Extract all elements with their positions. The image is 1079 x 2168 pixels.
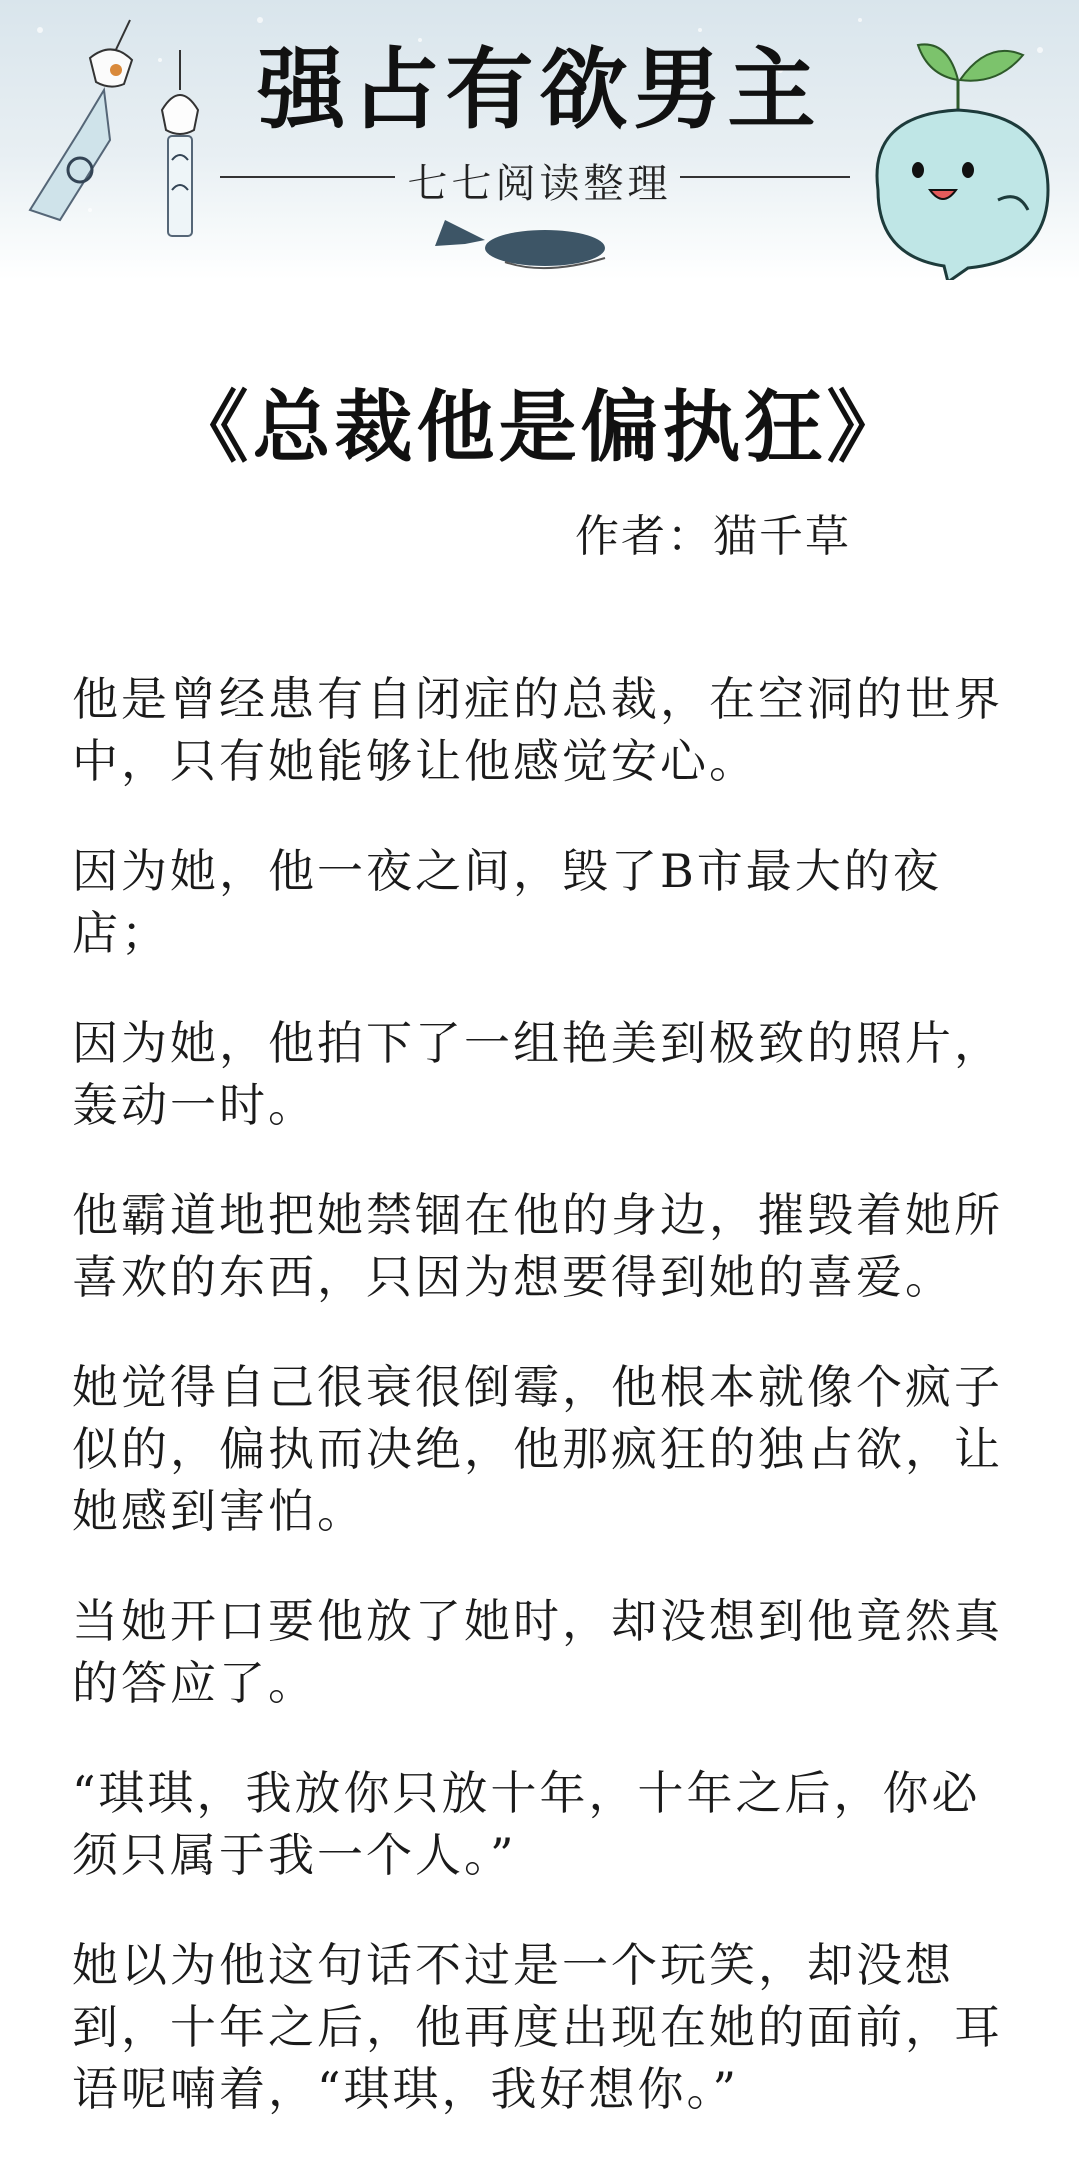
- paragraph: “琪琪，我放你只放十年，十年之后，你必须只属于我一个人。”: [72, 1766, 981, 1882]
- banner-subtitle: 七七阅读整理: [407, 161, 672, 207]
- paragraph: 她觉得自己很衰很倒霉，他根本就像个疯子似的，偏执而决绝，他那疯狂的独占欲，让她感到害怕。: [72, 1360, 1003, 1538]
- paragraph: 当她开口要他放了她时，却没想到他竟然真的答应了。: [72, 1594, 1003, 1710]
- whale-icon: [425, 200, 625, 270]
- header-banner: [0, 0, 1079, 280]
- paragraph: 他是曾经患有自闭症的总裁，在空洞的世界中，只有她能够让他感觉安心。: [72, 672, 1003, 788]
- paragraph: 因为她，他一夜之间，毁了B市最大的夜店；: [72, 844, 942, 960]
- banner-title: 强占有欲男主: [257, 38, 822, 141]
- synopsis: [72, 668, 1012, 2168]
- author-line: 作者：猫千草: [575, 511, 851, 562]
- divider-right: [680, 176, 850, 178]
- book-title: 《总裁他是偏执狂》: [170, 383, 909, 473]
- paragraph: 他霸道地把她禁锢在他的身边，摧毁着她所喜欢的东西，只因为想要得到她的喜爱。: [72, 1188, 1003, 1304]
- paragraph: 她以为他这句话不过是一个玩笑，却没想到，十年之后，他再度出现在她的面前，耳语呢喃着，“琪琪，我好想你。”: [72, 1938, 1003, 2116]
- sprout-blob-icon: [848, 20, 1068, 280]
- paragraph: 因为她，他拍下了一组艳美到极致的照片，轰动一时。: [72, 1016, 1003, 1132]
